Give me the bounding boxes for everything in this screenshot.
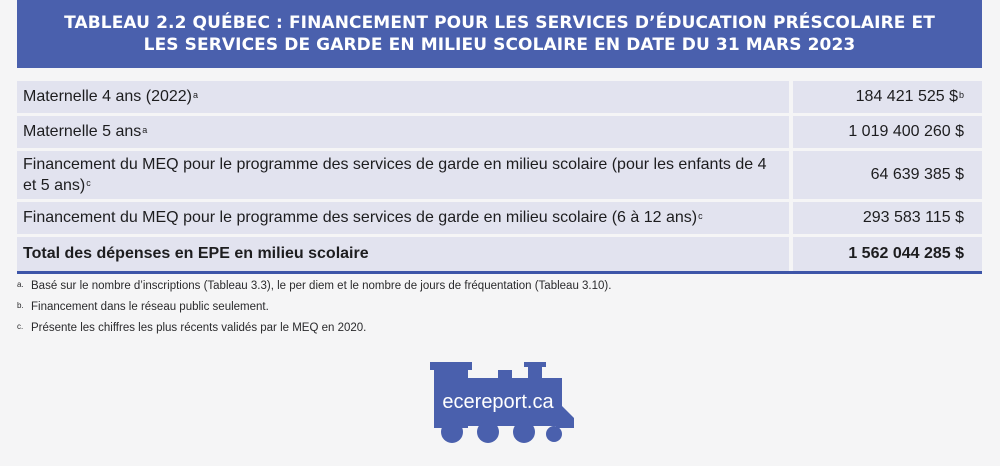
footnote-item bbox=[17, 300, 982, 321]
total-row bbox=[17, 237, 982, 274]
footnote-text: Basé sur le nombre d’inscriptions (Tableau 3.3), le per diem et le nombre de jours de fréquentation (Tableau 3.10). bbox=[31, 280, 612, 292]
row-label-cell bbox=[17, 151, 789, 199]
row-label-cell bbox=[17, 116, 789, 148]
footnote-ref: a bbox=[142, 125, 148, 135]
funding-table bbox=[17, 81, 982, 274]
row-value-cell bbox=[793, 202, 982, 234]
title-line-2: LES SERVICES DE GARDE EN MILIEU SCOLAIRE EN DATE DU 31 MARS 2023 bbox=[143, 35, 856, 55]
total-label: Total des dépenses en EPE en milieu scolaire bbox=[23, 245, 369, 262]
footnotes bbox=[17, 279, 982, 342]
row-label: Maternelle 5 ans bbox=[23, 123, 142, 140]
row-label-cell bbox=[17, 202, 789, 234]
footnote-text: Financement dans le réseau public seulement. bbox=[31, 301, 269, 313]
row-label: Maternelle 4 ans (2022) bbox=[23, 88, 192, 105]
row-value: 1 019 400 260 $ bbox=[848, 123, 964, 140]
row-label: Financement du MEQ pour le programme des services de garde en milieu scolaire (6 à 12 ans) bbox=[23, 209, 698, 226]
row-value-cell bbox=[793, 116, 982, 148]
title-line-1: TABLEAU 2.2 QUÉBEC : FINANCEMENT POUR LES SERVICES D’ÉDUCATION PRÉSCOLAIRE ET bbox=[64, 13, 935, 33]
table-title-banner bbox=[17, 0, 982, 68]
footnote-text: Présente les chiffres les plus récents validés par le MEQ en 2020. bbox=[31, 322, 367, 334]
table-row bbox=[17, 81, 982, 113]
row-value-cell bbox=[793, 81, 982, 113]
total-value-cell bbox=[793, 237, 982, 271]
table-row bbox=[17, 116, 982, 148]
row-value: 184 421 525 $ bbox=[855, 88, 958, 105]
footnote-marker: b. bbox=[17, 301, 24, 310]
total-label-cell bbox=[17, 237, 789, 271]
row-label-text: Financement du MEQ pour le programme des services de garde en milieu scolaire (pour les enfants de 4 et 5 ans) bbox=[23, 156, 767, 194]
footnote-ref: b bbox=[958, 90, 964, 100]
row-value: 64 639 385 $ bbox=[870, 166, 964, 183]
footnote-ref: c bbox=[698, 211, 703, 221]
footnote-item bbox=[17, 279, 982, 300]
table-row bbox=[17, 202, 982, 234]
row-value-cell bbox=[793, 151, 982, 199]
footnote-ref: a bbox=[192, 90, 198, 100]
row-label bbox=[23, 154, 781, 196]
footnote-marker: c. bbox=[17, 322, 24, 331]
row-label-cell bbox=[17, 81, 789, 113]
train-locomotive-icon bbox=[428, 362, 578, 444]
total-value: 1 562 044 285 $ bbox=[848, 245, 964, 262]
footnote-ref: c bbox=[86, 178, 91, 188]
table-row bbox=[17, 151, 982, 199]
logo-text: ecereport.ca bbox=[442, 391, 554, 413]
footnote-marker: a. bbox=[17, 280, 24, 289]
footnote-item bbox=[17, 321, 982, 342]
row-value: 293 583 115 $ bbox=[862, 209, 964, 226]
